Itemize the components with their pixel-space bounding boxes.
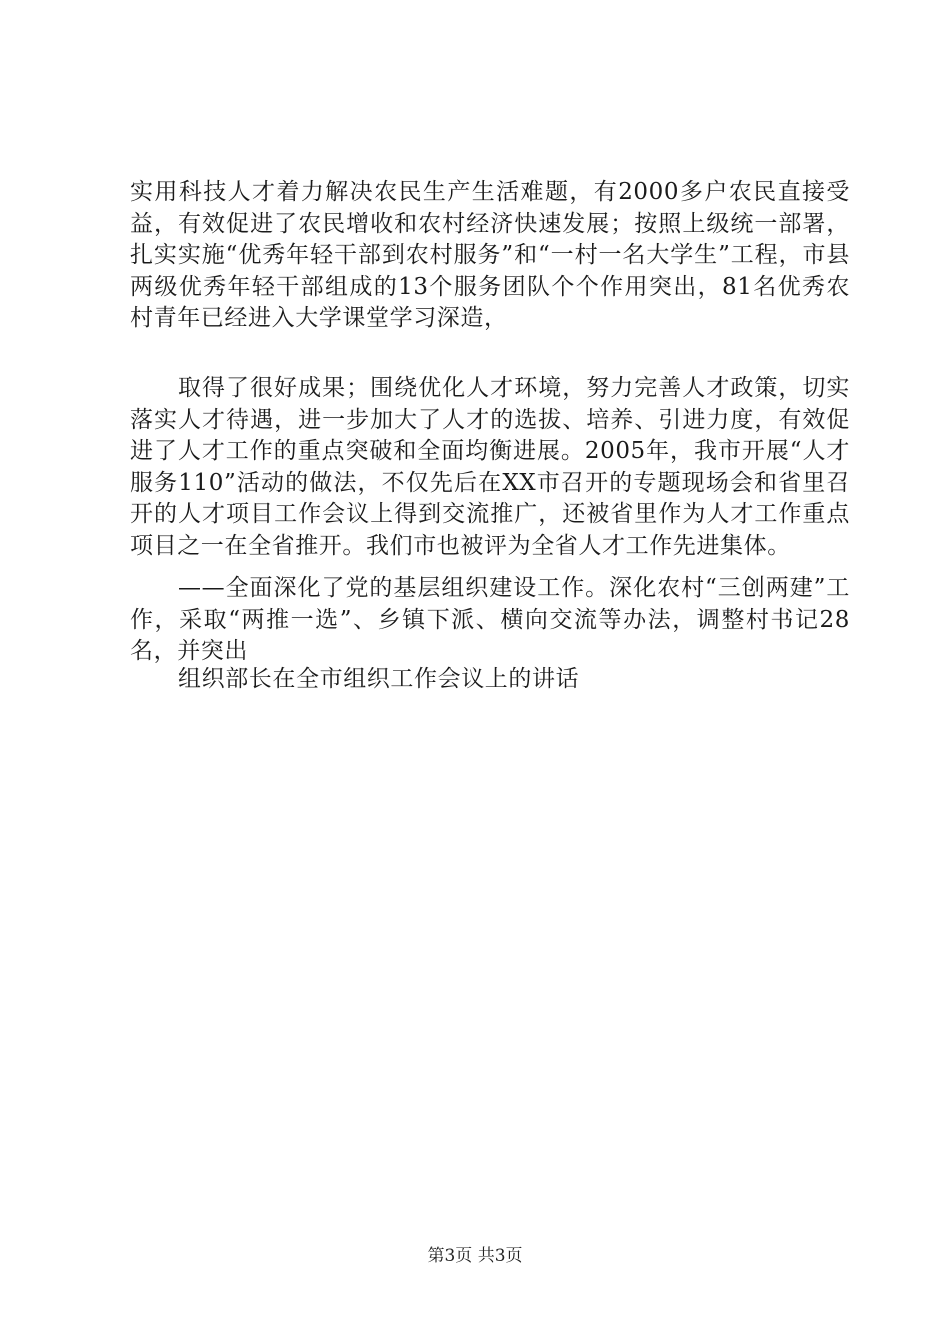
paragraph-2: 取得了很好成果；围绕优化人才环境，努力完善人才政策，切实落实人才待遇，进一步加大了人才的选拔、培养、引进力度，有效促进了人才工作的重点突破和全面均衡进展。2005年，我市开展“人才服务110”活动的做法，不仅先后在XX市召开的专题现场会和省里召开的人才项目工作会议上得到交流推广，还被省里作为人才工作重点项目之一在全省推开。我们市也被评为全省人才工作先进集体。 <box>130 375 850 559</box>
document-title-line: 组织部长在全市组织工作会议上的讲话 <box>178 666 580 692</box>
paragraph-3: ——全面深化了党的基层组织建设工作。深化农村“三创两建”工作，采取“两推一选”、乡镇下派、横向交流等办法，调整村书记28名，并突出 <box>130 575 850 664</box>
paragraph-1: 实用科技人才着力解决农民生产生活难题，有2000多户农民直接受益，有效促进了农民增收和农村经济快速发展；按照上级统一部署，扎实实施“优秀年轻干部到农村服务”和“一村一名大学生”工程，市县两级优秀年轻干部组成的13个服务团队个个作用突出，81名优秀农村青年已经进入大学课堂学习深造， <box>130 179 850 331</box>
page-number-footer: 第3页 共3页 <box>427 1246 523 1266</box>
